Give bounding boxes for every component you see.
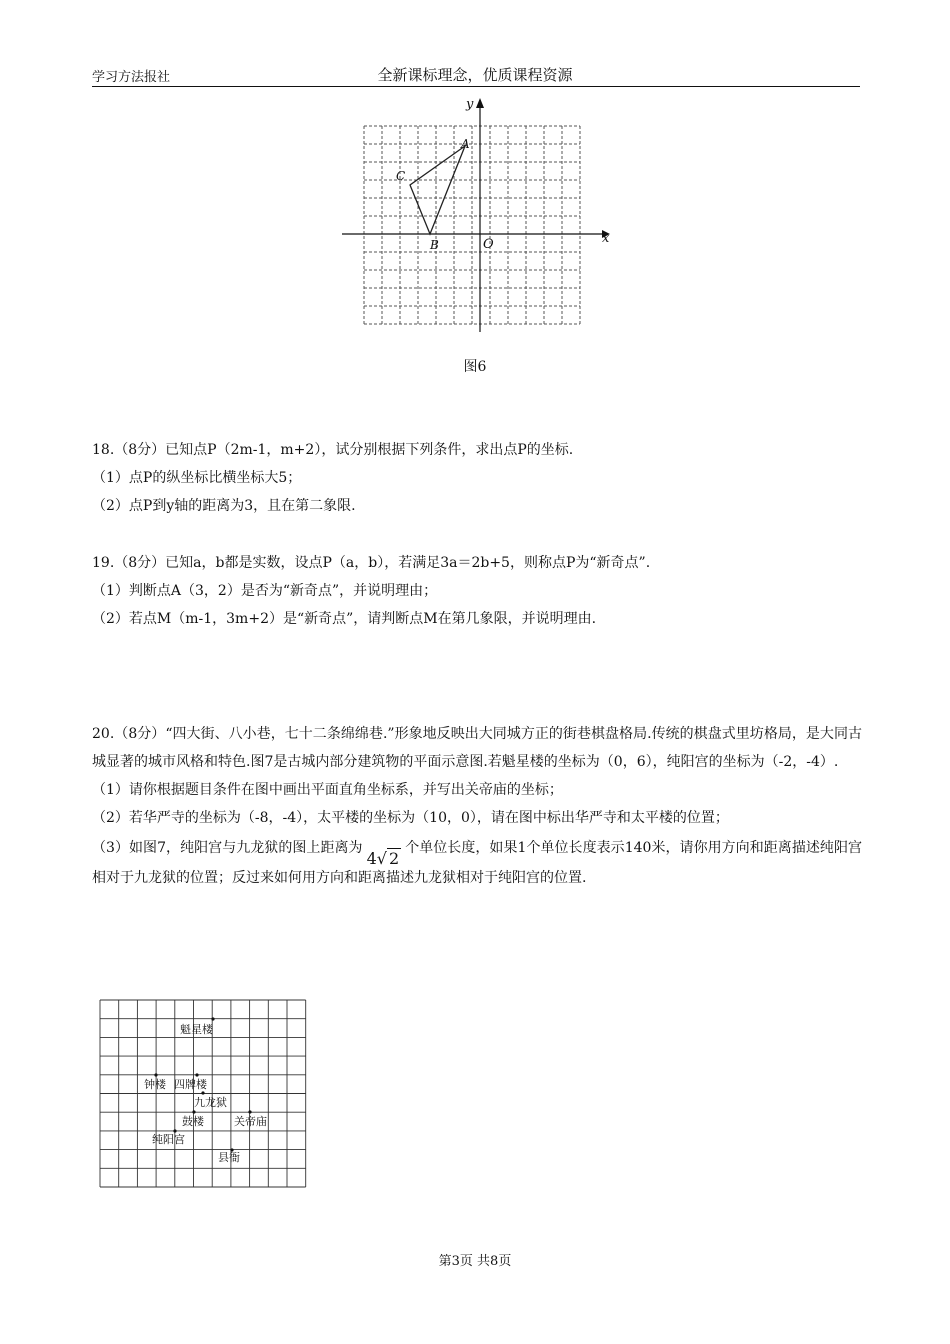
grid-lines: [364, 126, 580, 324]
origin-label: O: [483, 237, 494, 252]
map-label-xianya: 县衙: [218, 1151, 240, 1164]
map-point: [154, 1073, 157, 1076]
question-20-part-1: （1）请你根据题目条件在图中画出平面直角坐标系，并写出关帝庙的坐标；: [92, 782, 563, 798]
map-label-sipailou: 四牌楼: [174, 1078, 207, 1091]
header-slogan: 全新课标理念，优质课程资源: [377, 66, 573, 84]
question-18: [92, 436, 862, 520]
question-19: [92, 549, 862, 633]
header-rule: [92, 86, 860, 87]
map-point: [195, 1073, 198, 1076]
x-axis-label: x: [602, 231, 610, 246]
question-20-part-3-after: 个单位长度，如果1个单位长度表示140米，请你用方向和距离描述纯阳宫相对于九龙狱的位置；反过来如何用方向和距离描述九龙狱相对于纯阳宫的位置.: [92, 840, 862, 886]
question-18-stem: 18.（8分）已知点P（2m-1，m+2），试分别根据下列条件，求出点P的坐标.: [92, 442, 574, 458]
question-19-stem: 19.（8分）已知a，b都是实数，设点P（a，b），若满足3a＝2b+5，则称点P为“新奇点”.: [92, 555, 651, 571]
question-18-part-2: （2）点P到y轴的距离为3，且在第二象限.: [92, 498, 356, 514]
question-19-part-2: （2）若点M（m-1，3m+2）是“新奇点”，请判断点M在第几象限，并说明理由.: [92, 611, 597, 627]
map-label-zhonglou: 钟楼: [144, 1078, 166, 1091]
triangle-abc: [410, 146, 465, 234]
map-label-guandimiao: 关帝庙: [234, 1115, 267, 1128]
figure-7-city-map: [98, 998, 313, 1190]
question-20-part-3: [92, 832, 862, 893]
header-publisher: 学习方法报社: [92, 70, 171, 85]
question-20-stem: 20.（8分）“四大街、八小巷，七十二条绵绵巷.”形象地反映出大同城方正的街巷棋盘格局.传统的棋盘式里坊格局，是大同古城显著的城市风格和特色.图7是古城内部分建筑物的平面示意图.若魁星楼的坐标为（0，6），纯阳宫的坐标为（-2，-4）.: [92, 726, 862, 770]
question-18-part-1: （1）点P的纵坐标比横坐标大5；: [92, 470, 302, 486]
map-point: [192, 1110, 195, 1113]
sqrt-coefficient: 4: [366, 849, 377, 868]
map-point: [248, 1110, 251, 1113]
y-axis-arrow: [476, 98, 484, 108]
point-a-label: A: [461, 137, 470, 151]
question-19-part-1: （1）判断点A（3，2）是否为“新奇点”，并说明理由；: [92, 583, 438, 599]
y-axis-label: y: [466, 97, 474, 112]
page-footer: 第3页 共8页: [438, 1254, 512, 1269]
sqrt-radicand: 2: [388, 849, 400, 868]
map-label-kuixinglou: 魁星楼: [180, 1023, 213, 1036]
point-c-label: C: [396, 169, 406, 183]
four-root-two-formula: 4√ 2: [366, 849, 400, 868]
map-label-jiulongyu: 九龙狱: [194, 1096, 227, 1109]
map-label-chunyanggong: 纯阳宫: [152, 1133, 185, 1146]
figure-6-caption: 图6: [463, 359, 487, 375]
question-20-part-2: （2）若华严寺的坐标为（-8，-4），太平楼的坐标为（10，0），请在图中标出华严寺和太平楼的位置；: [92, 810, 729, 826]
point-b-label: B: [430, 238, 439, 252]
map-point: [201, 1091, 204, 1094]
figure-6-coordinate-grid: [330, 92, 620, 342]
map-point: [211, 1017, 214, 1020]
map-label-gulou: 鼓楼: [182, 1115, 204, 1128]
question-20-part-3-before: （3）如图7，纯阳宫与九龙狱的图上距离为: [92, 840, 363, 856]
question-20: [92, 720, 862, 893]
